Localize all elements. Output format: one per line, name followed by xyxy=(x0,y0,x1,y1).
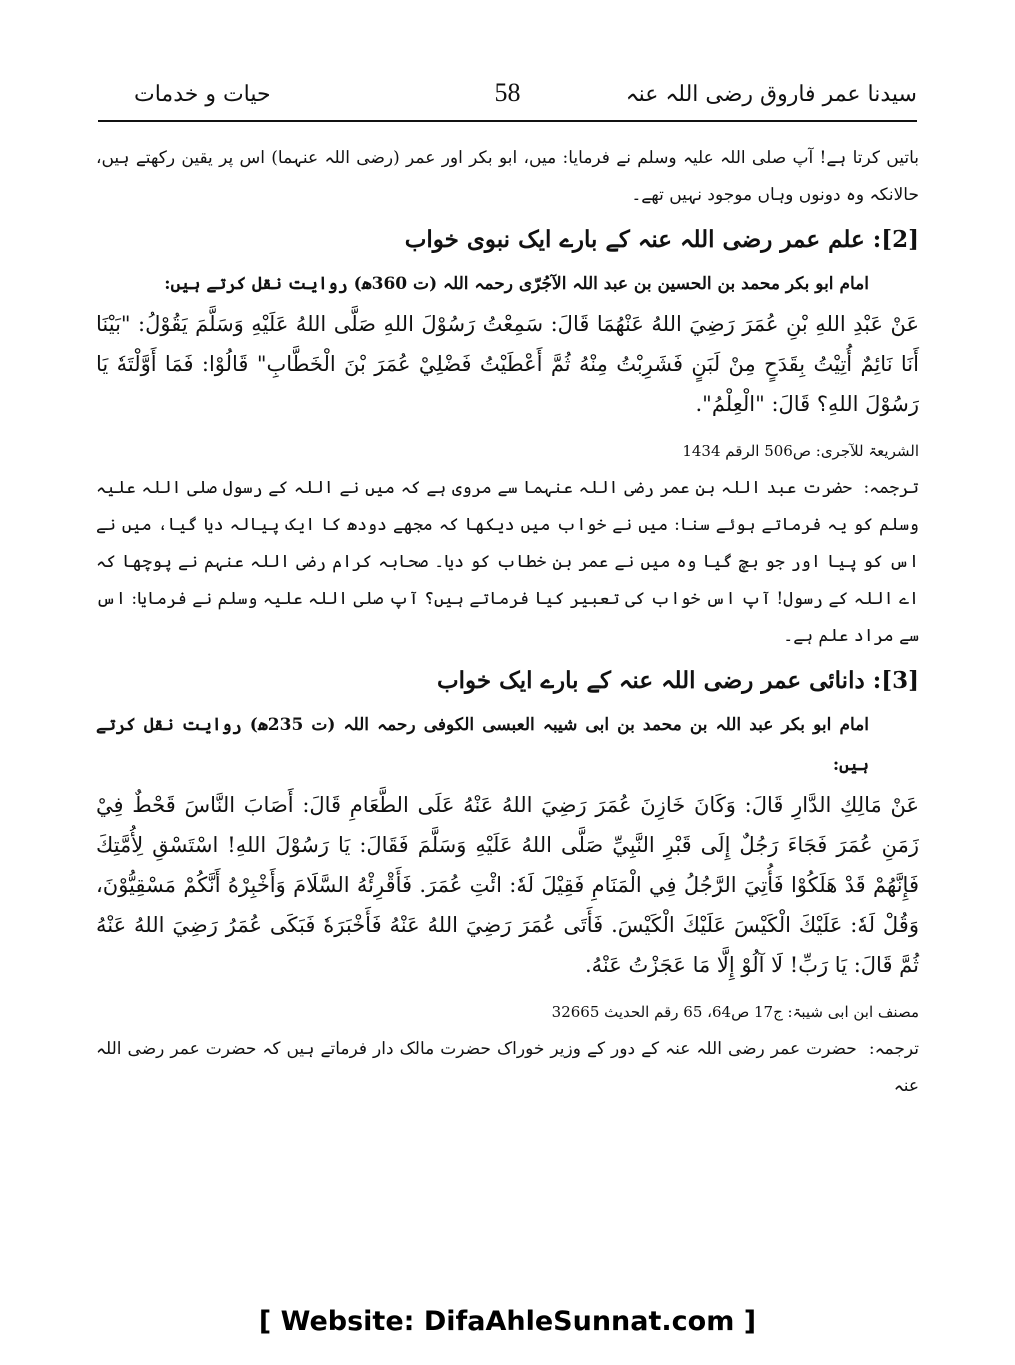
section-title: حیات و خدمات xyxy=(134,82,271,107)
heading-section-3: [3]: دانائی عمر رضی اللہ عنہ کے بارے ایک خواب xyxy=(436,667,919,694)
page-header xyxy=(98,78,917,122)
arabic-hadith-2: عَنْ عَبْدِ اللهِ بْنِ عُمَرَ رَضِيَ اللهُ عَنْهُمَا قَالَ: سَمِعْتُ رَسُوْلَ اللهِ صَلَّى اللهُ عَلَيْهِ وَسَلَّمَ يَقُوْلُ: "بَيْنَا أَنَا نَائِمٌ أُتِيْتُ بِقَدَحٍ مِنْ لَبَنٍ فَشَرِبْتُ مِنْهُ ثُمَّ أَعْطَيْتُ فَضْلِيْ عُمَرَ بْنَ الْخَطَّابِ" قَالُوْا: فَمَا أَوَّلْتَهٗ يَا رَسُوْلَ اللهِ؟ قَالَ: "الْعِلْمُ". xyxy=(96,312,919,416)
translation-3 xyxy=(96,1031,919,1105)
narrator-intro-3: امام ابو بکر عبد اللہ بن محمد بن ابی شیبہ العبسی الکوفی رحمہ اللہ (ت 235ھ) روایت نقل کرتے ہیں: xyxy=(96,715,869,775)
translation-3-text: حضرت عمر رضی اللہ عنہ کے دور کے وزیر خوراک حضرت مالک دار فرماتے ہیں کہ حضرت عمر رضی اللہ عنہ xyxy=(96,1039,919,1096)
reference-3-text: مصنف ابن ابی شیبۃ: ج17 ص64، 65 رقم الحدیث 32665 xyxy=(551,1003,919,1021)
arabic-hadith-3: عَنْ مَالِكِ الدَّارِ قَالَ: وَكَانَ خَازِنَ عُمَرَ رَضِيَ اللهُ عَنْهُ عَلَى الطَّعَامِ قَالَ: أَصَابَ النَّاسَ قَحْطٌ فِيْ زَمَنِ عُمَرَ فَجَاءَ رَجُلٌ إِلَى قَبْرِ النَّبِيِّ صَلَّى اللهُ عَلَيْهِ وَسَلَّمَ فَقَالَ: يَا رَسُوْلَ اللهِ! اسْتَسْقِ لِأُمَّتِكَ فَإِنَّهُمْ قَدْ هَلَكُوْا فَأُتِيَ الرَّجُلُ فِي الْمَنَامِ فَقِيْلَ لَهٗ: ائْتِ عُمَرَ. فَأَقْرِئْهُ السَّلَامَ وَأَخْبِرْهُ أَنَّكُمْ مَسْقِيُّوْنَ، وَقُلْ لَهٗ: عَلَيْكَ الْكَيْسَ عَلَيْكَ الْكَيْسَ. فَأَتَى عُمَرَ رَضِيَ اللهُ عَنْهُ فَأَخْبَرَهٗ فَبَكَى عُمَرُ رَضِيَ اللهُ عَنْهُ ثُمَّ قَالَ: يَا رَبِّ! لَا آلُوْ إِلَّا مَا عَجَزْتُ عَنْهُ. xyxy=(96,793,919,977)
page-number: 58 xyxy=(494,78,521,107)
paragraph-intro: باتیں کرتا ہے! آپ صلی اللہ علیہ وسلم نے فرمایا: میں، ابو بکر اور عمر (رضی اللہ عنہما) اس پر یقین رکھتے ہیں، حالانکہ وہ دونوں وہاں موجود نہیں تھے۔ xyxy=(96,148,919,205)
reference-2 xyxy=(96,434,919,468)
translation-label: ترجمہ: xyxy=(868,1039,919,1059)
page-body xyxy=(96,140,919,1105)
heading-section-2: [2]: علم عمر رضی اللہ عنہ کے بارے ایک نبوی خواب xyxy=(404,226,919,253)
reference-2-text: الشریعۃ للآجری: ص506 الرقم 1434 xyxy=(682,442,919,460)
translation-2 xyxy=(96,470,919,655)
website-footer: [ Website: DifaAhleSunnat.com ] xyxy=(258,1306,757,1337)
translation-2-text: حضرت عبد اللہ بن عمر رضی اللہ عنہما سے مروی ہے کہ میں نے اللہ کے رسول صلی اللہ علیہ وسلم کو یہ فرماتے ہوئے سنا: میں نے خواب میں دیکھا کہ مجھے دودھ کا ایک پیالہ دیا گیا، میں نے اس کو پیا اور جو بچ گیا وہ میں نے عمر بن خطاب کو دیا۔ صحابہ کرام رضی اللہ عنہم نے پوچھا کہ اے اللہ کے رسول! آپ اس خواب کی تعبیر کیا فرماتے ہیں؟ آپ صلی اللہ علیہ وسلم نے فرمایا: اس سے مراد علم ہے۔ xyxy=(96,478,919,646)
book-title: سیدنا عمر فاروق رضی اللہ عنہ xyxy=(625,82,917,107)
reference-3 xyxy=(96,995,919,1029)
translation-label: ترجمہ: xyxy=(863,478,919,498)
narrator-intro-2: امام ابو بکر محمد بن الحسین بن عبد اللہ الآجُرّی رحمہ اللہ (ت 360ھ) روایت نقل کرتے ہیں: xyxy=(164,274,869,294)
